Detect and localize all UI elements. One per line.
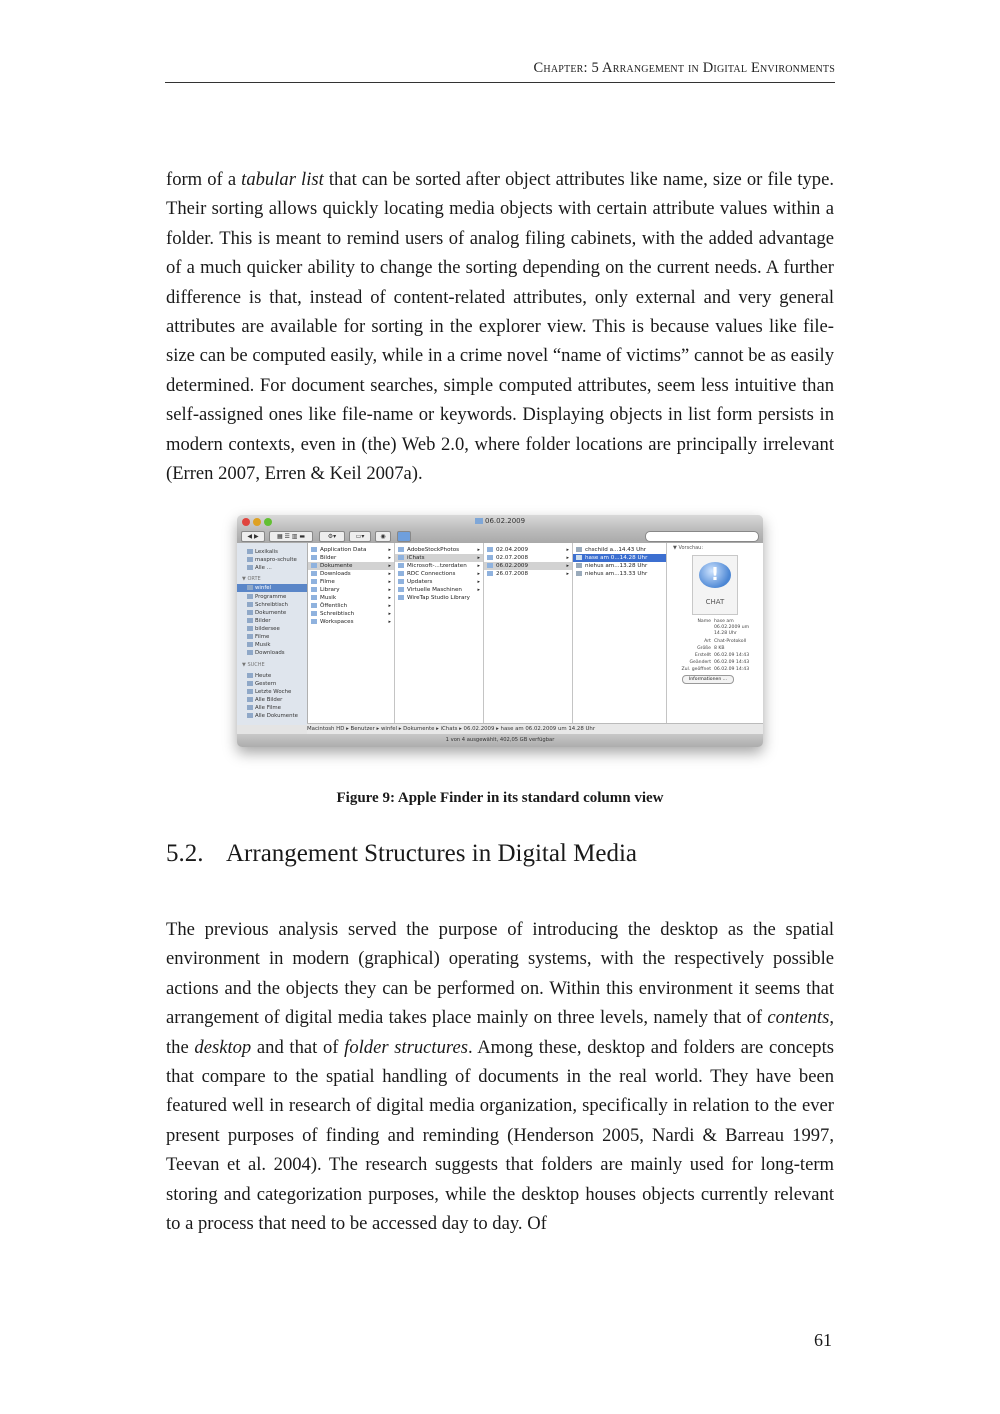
- sidebar-item-label: Alle Bilder: [255, 697, 283, 703]
- list-item-label: Application Data: [320, 547, 367, 553]
- chat-file-icon: [576, 555, 582, 560]
- smart-folder-icon: [247, 705, 253, 710]
- section-title: Arrangement Structures in Digital Media: [226, 840, 637, 867]
- sidebar-item: [247, 650, 285, 656]
- paragraph-text: that can be sorted after object attributes like name, size or file type. Their sorting allows quickly locating media objects with certain attribute values within a folder. This is meant to remind users of analog filing cabinets, with the added advantage of a much quicker ability to change the sorting depending on the current needs. A further difference is that, instead of content-related attributes, only external and very general attributes are available for sorting in the explorer view. This is because values like file-size can be computed easily, while in a crime novel “name of victims” cannot be as easily determined. For document searches, simple computed attributes, seem less intuitive than self-assigned ones like file-name or keywords. Displaying objects in list form persists in modern contexts, even in (the) Web 2.0, where folder locations are principally irrelevant (Erren 2007, Erren & Keil 2007a).: [166, 169, 834, 485]
- list-item: Virtuelle Maschinen ▸: [395, 586, 483, 594]
- paragraph-text: and that of: [251, 1036, 345, 1058]
- list-item: 06.02.2009 ▸: [484, 562, 572, 570]
- window-title: [475, 517, 525, 525]
- sidebar-item-label: Alle Filme: [255, 705, 281, 711]
- list-item: [395, 594, 483, 602]
- document-icon: [247, 610, 253, 615]
- list-item-label: Filme: [320, 579, 335, 585]
- status-bar: [237, 734, 763, 747]
- meta-key: Zul. geöffnet: [681, 667, 711, 672]
- list-item-label: Library: [320, 587, 340, 593]
- list-item-label: Downloads: [320, 571, 351, 577]
- finder-column-2: [395, 543, 484, 723]
- list-item: Bilder ▸: [308, 554, 394, 562]
- clock-icon: [247, 673, 253, 678]
- folder-icon: [487, 571, 493, 576]
- folder-icon: [311, 619, 317, 624]
- paragraph-text: , the: [166, 1007, 834, 1058]
- pictures-icon: [247, 618, 253, 623]
- section-heading: [166, 840, 834, 868]
- sidebar-item: [247, 602, 288, 608]
- folder-icon: [311, 571, 317, 576]
- list-item: Updaters ▸: [395, 578, 483, 586]
- meta-key: Art: [704, 639, 711, 644]
- list-item-label: Schreibtisch: [320, 611, 355, 617]
- list-item-label: Öffentlich: [320, 603, 348, 609]
- list-item-label: niehus am...13.33 Uhr: [585, 571, 648, 577]
- list-item: Öffentlich ▸: [308, 602, 394, 610]
- meta-key: Größe: [697, 646, 711, 651]
- folder-icon: [311, 595, 317, 600]
- smart-folder-icon: [247, 697, 253, 702]
- list-item: 02.04.2009 ▸: [484, 546, 572, 554]
- sidebar-heading: ▼ SUCHE: [242, 662, 265, 668]
- running-head: Chapter: 5 Arrangement in Digital Environments: [165, 60, 835, 83]
- folder-icon: [311, 603, 317, 608]
- meta-value: 06.02.09 14:43: [714, 653, 750, 658]
- list-item: Dokumente ▸: [308, 562, 394, 570]
- folder-icon: [397, 531, 411, 542]
- music-icon: [247, 642, 253, 647]
- list-item: Microsoft-...tzerdaten ▸: [395, 562, 483, 570]
- sidebar-item: [247, 673, 271, 679]
- sidebar-item: [247, 697, 282, 703]
- sidebar-item: [247, 705, 281, 711]
- sidebar-item: [247, 634, 269, 640]
- emphasis-text: contents: [767, 1007, 830, 1029]
- sidebar-item-label: maspro-schulte: [255, 557, 297, 563]
- list-item: 02.07.2008 ▸: [484, 554, 572, 562]
- folder-icon: [398, 587, 404, 592]
- folder-icon: [487, 563, 493, 568]
- folder-icon: [487, 555, 493, 560]
- meta-value: hase am: [714, 619, 734, 624]
- finder-sidebar: [237, 543, 308, 725]
- list-item: [573, 546, 666, 554]
- status-bar-text: 1 von 4 ausgewählt, 402,05 GB verfügbar: [445, 737, 555, 743]
- chat-file-icon: [576, 563, 582, 568]
- desktop-icon: [247, 602, 253, 607]
- sidebar-item: [247, 594, 286, 600]
- section-number: 5.2.: [166, 840, 204, 867]
- list-item: Schreibtisch ▸: [308, 610, 394, 618]
- list-item: Library ▸: [308, 586, 394, 594]
- window-toolbar: [237, 529, 763, 543]
- list-item-label: Bilder: [320, 555, 337, 561]
- list-item: iChats ▸: [395, 554, 483, 562]
- list-item-label: niehus am...13.28 Uhr: [585, 563, 648, 569]
- sidebar-item: [247, 549, 278, 555]
- folder-icon: [398, 547, 404, 552]
- meta-key: Geändert: [689, 660, 711, 665]
- list-item: [573, 554, 666, 562]
- emphasis-text: folder structures: [344, 1036, 468, 1058]
- folder-icon: [487, 547, 493, 552]
- sidebar-heading: ▼ ORTE: [242, 576, 261, 582]
- preview-label-text: Vorschau:: [678, 545, 704, 551]
- folder-icon: [247, 626, 253, 631]
- sidebar-item-label: Alle Dokumente: [255, 713, 298, 719]
- meta-value: 14.28 Uhr: [714, 631, 737, 636]
- list-item: RDC Connections ▸: [395, 570, 483, 578]
- list-item-label: Musik: [320, 595, 337, 601]
- list-item-label: WireTap Studio Library: [407, 595, 470, 601]
- list-item-label: Dokumente: [320, 563, 353, 569]
- sidebar-item-label: Letzte Woche: [255, 689, 292, 695]
- home-icon: [247, 585, 253, 590]
- close-icon: [242, 518, 250, 526]
- sidebar-item-label: Bilder: [255, 618, 271, 624]
- network-icon: [247, 557, 253, 562]
- body-paragraph-2: [166, 915, 834, 1238]
- list-item-label: AdobeStockPhotos: [407, 547, 460, 553]
- folder-icon: [311, 555, 317, 560]
- folder-icon: [398, 563, 404, 568]
- sidebar-item-label: bildersee: [255, 626, 280, 632]
- list-item-label: iChats: [407, 555, 425, 561]
- sidebar-item-label: Schreibtisch: [255, 602, 288, 608]
- sidebar-item-label: Lexikalis: [255, 549, 278, 555]
- list-item-label: 06.02.2009: [496, 563, 529, 569]
- folder-icon: [247, 549, 253, 554]
- network-icon: [247, 565, 253, 570]
- emphasis-text: tabular list: [241, 169, 324, 190]
- finder-column-3: [484, 543, 573, 723]
- movies-icon: [247, 634, 253, 639]
- window-title-text: 06.02.2009: [485, 517, 526, 525]
- list-item-label: Workspaces: [320, 619, 354, 625]
- folder-icon: [311, 587, 317, 592]
- sidebar-heading-label: SUCHE: [247, 662, 265, 668]
- finder-column-4: [573, 543, 667, 723]
- list-item-label: chschild a...14.43 Uhr: [585, 547, 647, 553]
- sidebar-item-label: Alle ...: [255, 565, 272, 571]
- list-item: Downloads ▸: [308, 570, 394, 578]
- list-item-label: 02.04.2009: [496, 547, 529, 553]
- search-field: [645, 531, 759, 542]
- folder-icon: [398, 571, 404, 576]
- speech-bubble-icon: !: [699, 562, 731, 588]
- figure-caption: Figure 9: Apple Finder in its standard column view: [336, 790, 664, 806]
- list-item-label: hase am 0...14.28 Uhr: [585, 555, 648, 561]
- sidebar-item: [247, 610, 286, 616]
- meta-value: Chat-Protokoll: [714, 639, 747, 644]
- folder-icon: [311, 547, 317, 552]
- window-titlebar: [237, 515, 763, 529]
- chat-document-icon: [692, 555, 738, 615]
- paragraph-text: The previous analysis served the purpose of introducing the desktop as the spatial environment in modern (graphical) operating systems, with the respectively possible actions and the objects they can be performed on. Within this environment it seems that arrangement of digital media takes place mainly on three levels, namely that of: [166, 919, 834, 1029]
- meta-key: Erstellt: [694, 653, 711, 658]
- chat-file-icon: [576, 571, 582, 576]
- meta-value: 06.02.2009 um: [714, 625, 750, 630]
- sidebar-item-label: Programme: [255, 594, 287, 600]
- folder-icon: [311, 579, 317, 584]
- list-item: AdobeStockPhotos ▸: [395, 546, 483, 554]
- sidebar-item-label: Musik: [255, 642, 271, 648]
- list-item: Filme ▸: [308, 578, 394, 586]
- sidebar-item-label: Gestern: [255, 681, 277, 687]
- sidebar-item-label: Downloads: [255, 650, 285, 656]
- body-paragraph-1: [166, 165, 834, 488]
- applications-icon: [247, 594, 253, 599]
- sidebar-item-label: Heute: [255, 673, 272, 679]
- sidebar-heading-label: ORTE: [247, 576, 261, 582]
- sidebar-item: [247, 585, 271, 591]
- finder-screenshot-figure: [237, 515, 763, 747]
- sidebar-item-label: Dokumente: [255, 610, 287, 616]
- emphasis-text: desktop: [194, 1036, 252, 1058]
- sidebar-item: [247, 557, 297, 563]
- list-item: [573, 570, 666, 578]
- meta-value: 8 KB: [714, 646, 725, 651]
- clock-icon: [247, 689, 253, 694]
- minimize-icon: [253, 518, 261, 526]
- list-item-label: 26.07.2008: [496, 571, 529, 577]
- list-item: Workspaces ▸: [308, 618, 394, 626]
- list-item-label: Microsoft-...tzerdaten: [407, 563, 467, 569]
- sidebar-item-label: winfel: [255, 585, 272, 591]
- back-forward-icon: ◀ ▶: [241, 531, 265, 542]
- meta-value: 06.02.09 14:43: [714, 667, 750, 672]
- sidebar-item-label: Filme: [255, 634, 270, 640]
- sidebar-item: [247, 689, 291, 695]
- path-bar: [307, 723, 763, 734]
- sidebar-item: [247, 618, 271, 624]
- preview-pane: [667, 543, 763, 723]
- gear-icon: ⚙▾: [319, 531, 345, 542]
- app-icon: [398, 595, 404, 600]
- view-mode-icon: ▦ ☰ ▥ ▬: [269, 531, 313, 542]
- finder-column-1: [308, 543, 395, 723]
- clock-icon: [247, 681, 253, 686]
- path-bar-text: Macintosh HD ▸ Benutzer ▸ winfel ▸ Dokumente ▸ iChats ▸ 06.02.2009 ▸ hase am 06.02.2009 um 14.28 Uhr: [307, 726, 596, 732]
- folder-icon: [311, 611, 317, 616]
- eye-icon: ◉: [375, 531, 391, 542]
- list-item-label: Updaters: [407, 579, 433, 585]
- list-item-label: Virtuelle Maschinen: [407, 587, 462, 593]
- paragraph-text: . Among these, desktop and folders are concepts that compare to the spatial handling of documents in the real world. They have been featured well in research of digital media organization, specifically in relation to the ever present purposes of finding and reminding (Henderson 2005, Nardi & Barreau 1997, Teevan et al. 2004). The research suggests that folders are mainly used for long-term storing and categorization purposes, while the desktop houses objects currently relevant to a process that need to be accessed day to day. Of: [166, 1036, 835, 1235]
- paragraph-text: form of a: [166, 169, 242, 190]
- sidebar-item: [247, 626, 280, 632]
- smart-folder-icon: [247, 713, 253, 718]
- meta-key: Name: [697, 619, 711, 624]
- list-item-label: RDC Connections: [407, 571, 456, 577]
- list-item: 26.07.2008 ▸: [484, 570, 572, 578]
- sidebar-item: [247, 642, 271, 648]
- list-item: Application Data ▸: [308, 546, 394, 554]
- arrange-icon: ▭▾: [349, 531, 371, 542]
- meta-value: 06.02.09 14:43: [714, 660, 750, 665]
- folder-icon: [311, 563, 317, 568]
- zoom-icon: [264, 518, 272, 526]
- sidebar-item: [247, 713, 298, 719]
- sidebar-item: [247, 681, 276, 687]
- sidebar-item: [247, 565, 272, 571]
- preview-icon-label: CHAT: [705, 598, 725, 606]
- list-item: Musik ▸: [308, 594, 394, 602]
- downloads-icon: [247, 650, 253, 655]
- list-item-label: 02.07.2008: [496, 555, 529, 561]
- page-number: 61: [814, 1330, 832, 1350]
- list-item: [573, 562, 666, 570]
- folder-icon: [398, 555, 404, 560]
- folder-icon: [475, 518, 483, 524]
- preview-label: ▼ Vorschau:: [673, 545, 704, 551]
- chat-file-icon: [576, 547, 582, 552]
- info-button: Informationen ...: [682, 675, 734, 684]
- folder-icon: [398, 579, 404, 584]
